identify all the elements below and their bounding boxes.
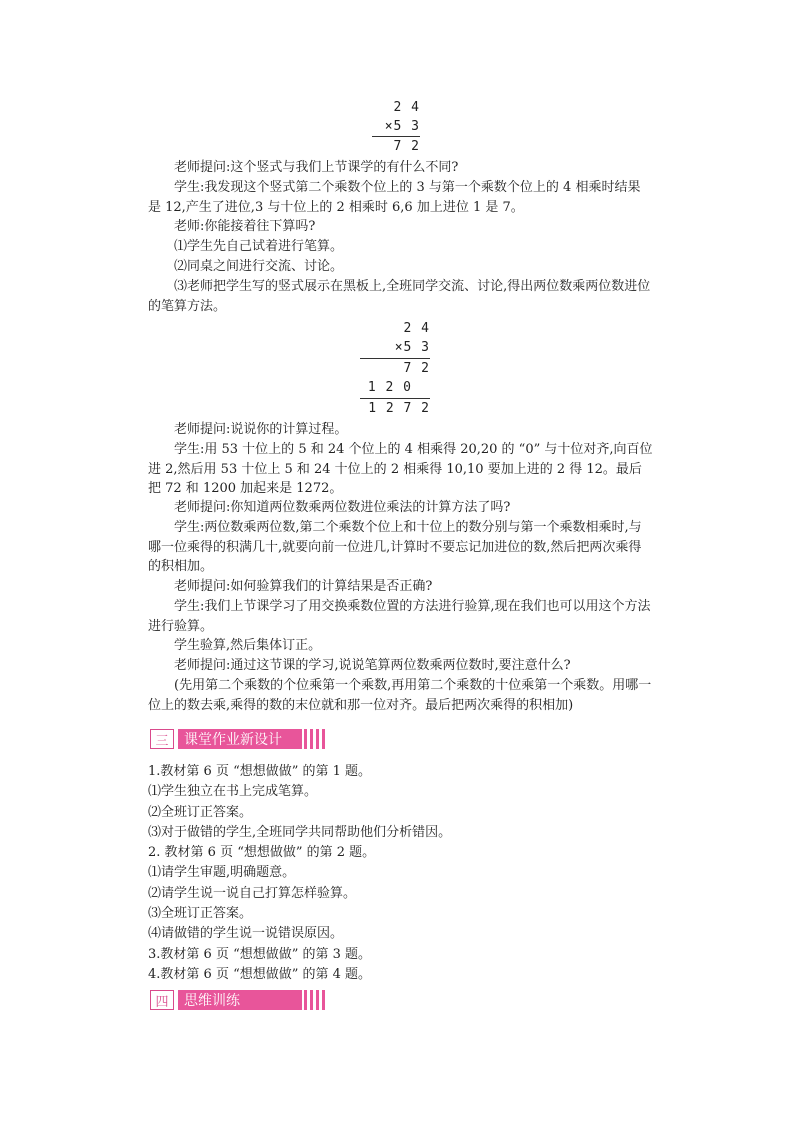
- homework-item: 3.教材第 6 页 “想想做做” 的第 3 题。: [148, 946, 372, 962]
- homework-item: ⑷请做错的学生说一说错误原因。: [148, 926, 344, 942]
- paragraph-4: ⑴学生先自己试着进行笔算。: [174, 239, 344, 254]
- paragraph-13: 学生验算,然后集体订正。: [174, 638, 322, 653]
- paragraph-14: 老师提问:通过这节课的学习,说说笔算两位数乘两位数时,要注意什么?: [174, 658, 571, 673]
- calc2-result: 1 2 7 2: [368, 401, 430, 416]
- calc1-rule: [372, 136, 420, 137]
- paragraph-15: (先用第二个乘数的个位乘第一个乘数,再用第二个乘数的十位乘第一个乘数。用哪一位上的数去乘,乘得的数的末位就和那一位对齐。最后把两次乘得的积相加): [148, 678, 652, 713]
- section-3-banner: [150, 729, 328, 749]
- homework-item: 1.教材第 6 页 “想想做做” 的第 1 题。: [148, 764, 372, 779]
- homework-item: ⑵请学生说一说自己打算怎样验算。: [148, 885, 357, 901]
- section-4-title: 思维训练: [178, 990, 302, 1010]
- homework-item: ⑵全班订正答案。: [148, 804, 253, 820]
- homework-item: ⑴学生独立在书上完成笔算。: [148, 784, 318, 800]
- homework-list: [148, 762, 653, 985]
- homework-item: ⑶对于做错的学生,全班同学共同帮助他们分析错因。: [148, 824, 452, 840]
- calc2-rule-2: [360, 398, 430, 399]
- paragraph-5: ⑵同桌之间进行交流、讨论。: [174, 259, 344, 274]
- paragraph-8: 学生:用 53 十位上的 5 和 24 个位上的 4 相乘得 20,20 的 “0” 与十位对齐,向百位进 2,然后用 53 十位上 5 和 24 十位上的 2 相乘得 10,10 要加上进的 2 得 12。最后把 72 和 1200 加起来是 1272。: [148, 442, 653, 496]
- homework-item: 4.教材第 6 页 “想想做做” 的第 4 题。: [148, 966, 372, 982]
- paragraph-2: 学生:我发现这个竖式第二个乘数个位上的 3 与第一个乘数个位上的 4 相乘时结果是 12,产生了进位,3 与十位上的 2 相乘时 6,6 加上进位 1 是 7。: [148, 180, 641, 215]
- paragraph-7: 老师提问:说说你的计算过程。: [174, 422, 348, 437]
- calc1-result: 7 2: [393, 139, 420, 154]
- calc2-partial-1: 7 2: [403, 361, 430, 376]
- calc1-multiplicand: 2 4: [393, 100, 420, 115]
- section-4-banner: [150, 990, 328, 1010]
- calc2-partial-2: 1 2 0: [367, 380, 412, 395]
- calc2-multiplier: ×5 3: [394, 340, 430, 355]
- paragraph-11: 老师提问:如何验算我们的计算结果是否正确?: [174, 579, 433, 594]
- section-3-stripes: [304, 729, 328, 749]
- paragraph-1: 老师提问:这个竖式与我们上节课学的有什么不同?: [174, 160, 459, 175]
- section-3-title: 课堂作业新设计: [178, 729, 302, 749]
- paragraph-6: ⑶老师把学生写的竖式展示在黑板上,全班同学交流、讨论,得出两位数乘两位数进位的笔算方法。: [148, 279, 651, 314]
- calc1-multiplier: ×5 3: [384, 119, 420, 134]
- vertical-calc-1: [372, 100, 420, 160]
- homework-item: ⑴请学生审题,明确题意。: [148, 865, 296, 881]
- vertical-calc-2: [360, 321, 430, 421]
- homework-item: ⑶全班订正答案。: [148, 906, 253, 922]
- paragraph-9: 老师提问:你知道两位数乘两位数进位乘法的计算方法了吗?: [174, 500, 511, 515]
- homework-item: 2. 教材第 6 页 “想想做做” 的第 2 题。: [148, 845, 376, 861]
- paragraph-10: 学生:两位数乘两位数,第二个乘数个位上和十位上的数分别与第一个乘数相乘时,与哪一位乘得的积满几十,就要向前一位进几,计算时不要忘记加进位的数,然后把两次乘得的积相加。: [148, 520, 642, 574]
- section-4-number: 四: [150, 990, 174, 1010]
- calc2-multiplicand: 2 4: [403, 321, 430, 336]
- calc2-rule-1: [360, 358, 430, 359]
- paragraph-3: 老师:你能接着往下算吗?: [174, 219, 316, 234]
- section-4-stripes: [304, 990, 328, 1010]
- paragraph-12: 学生:我们上节课学习了用交换乘数位置的方法进行验算,现在我们也可以用这个方法进行验算。: [148, 599, 651, 634]
- section-3-number: 三: [150, 729, 174, 749]
